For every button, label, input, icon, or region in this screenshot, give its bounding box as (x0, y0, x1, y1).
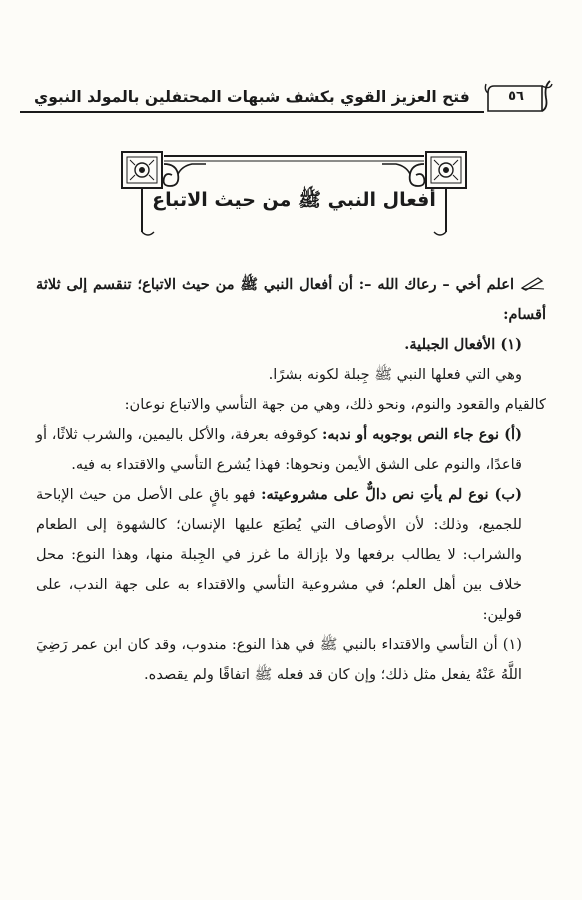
pen-icon (520, 275, 546, 291)
opinion-1: (١) أن التأسي والاقتداء بالنبي ﷺ في هذا النوع: مندوب، وقد كان ابن عمر رَضِيَ اللَّهُ عَنْهُ يفعل مثل ذلك؛ وإن كان قد فعله ﷺ اتفاقًا ولم يقصده. (36, 636, 522, 683)
body-text (36, 270, 546, 690)
intro-lead: اعلم أخي – رعاك الله –: أن أفعال النبي ﷺ من حيث الاتباع؛ تنقسم إلى ثلاثة أقسام: (36, 276, 546, 323)
type-a-paragraph (36, 420, 546, 480)
chapter-title: أفعال النبي ﷺ من حيث الاتباع (152, 189, 436, 211)
section1-heading: (١) الأفعال الجبلية. (404, 336, 522, 353)
type-b-paragraph (36, 480, 546, 630)
section1-definition: وهي التي فعلها النبي ﷺ جِبلة لكونه بشرًا. (268, 366, 522, 383)
running-header (20, 78, 554, 118)
type-b-heading: (ب) نوع لم يأتِ نص دالٌّ على مشروعيته: (261, 486, 522, 503)
page-number: ٥٦ (508, 89, 524, 104)
chapter-title-frame (118, 148, 470, 240)
section1-examples: كالقيام والقعود والنوم، ونحو ذلك، وهي من جهة التأسي والاتباع نوعان: (124, 396, 546, 413)
type-a-text: كوقوفه بعرفة، والأكل باليمين، والشرب ثلاثًا، أو قاعدًا، والنوم على الشق الأيمن ونحوها: فهذا يُشرع التأسي والاقتداء به فيه. (36, 426, 522, 473)
type-a-heading: (أ) نوع جاء النص بوجوبه أو ندبه: (321, 426, 522, 443)
intro-paragraph (36, 270, 546, 330)
type-b-text: فهو باقٍ على الأصل من حيث الإباحة للجميع، وذلك: لأن الأوصاف التي يُطبَع عليها الإنسان؛ كالشهوة إلى الطعام والشراب: لا يطالب برفعها ولا بإزالة ما غرز في الجِبلة منها، وهذا النوع: محل خلاف بين أهل العلم؛ في مشروعية التأسي والاقتداء به على جهة الندب، على قولين: (36, 486, 522, 623)
page-number-badge (484, 78, 554, 118)
header-rule (20, 111, 484, 113)
running-title: فتح العزيز القوي بكشف شبهات المحتفلين بالمولد النبوي (34, 88, 470, 106)
